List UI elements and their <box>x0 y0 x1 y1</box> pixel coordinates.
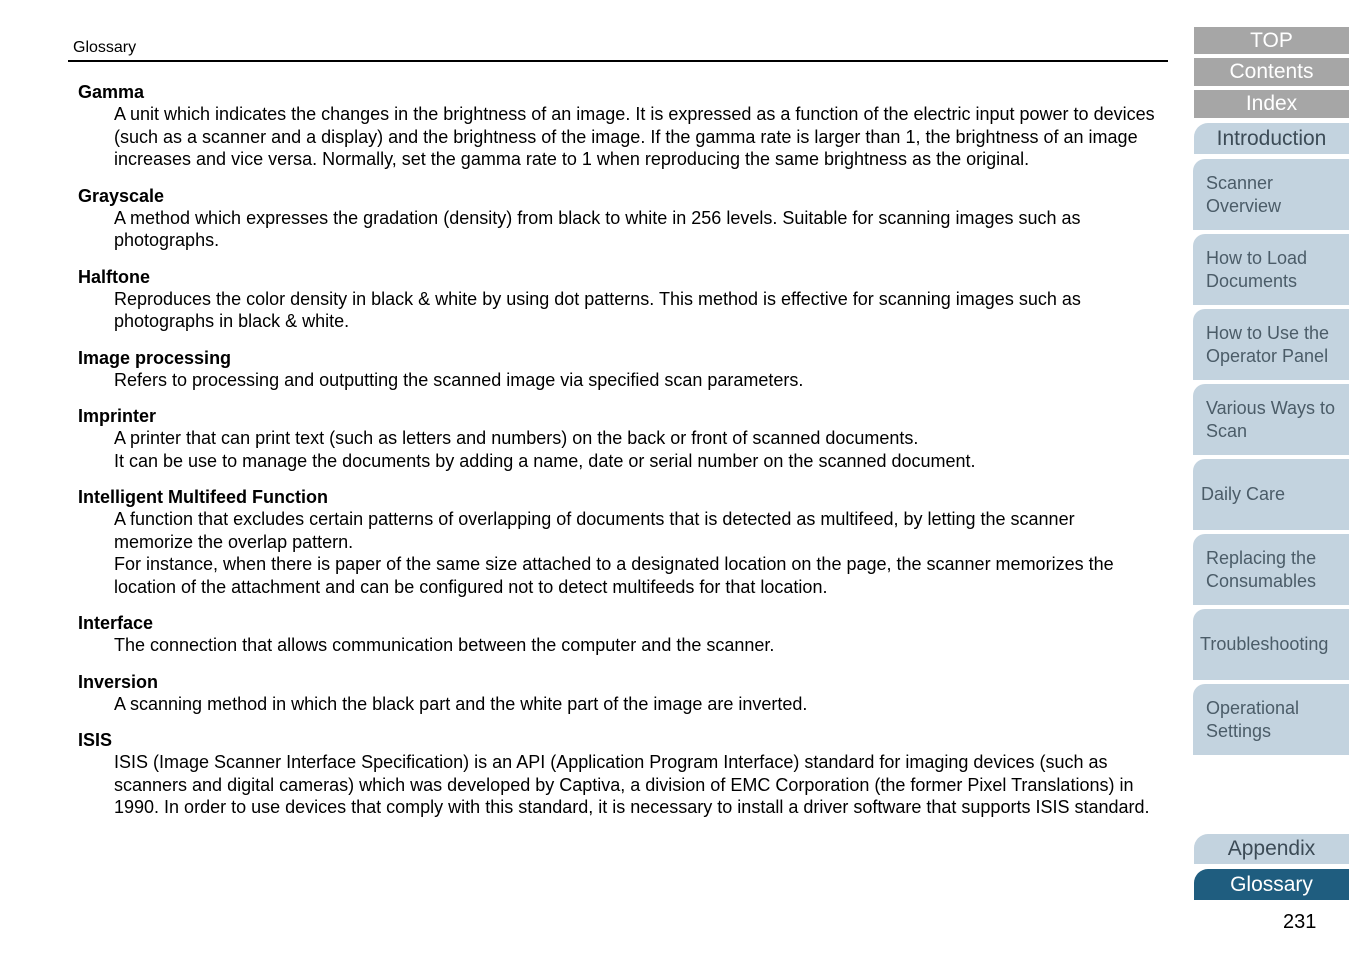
nav-tab-label: Overview <box>1206 195 1282 216</box>
definition <box>114 751 1158 819</box>
nav-tab-label: Operator Panel <box>1206 345 1329 366</box>
definition <box>114 693 1158 716</box>
definition-paragraph: A printer that can print text (such as letters and numbers) on the back or front of scanned documents. <box>114 428 919 448</box>
nav-tab-label: Replacing the <box>1206 548 1317 568</box>
term: Imprinter <box>78 406 157 426</box>
nav-glossary-button[interactable]: Glossary <box>1194 869 1349 900</box>
term: ISIS <box>78 730 113 750</box>
definition-paragraph: A function that excludes certain patterns of overlapping of documents that is detected as multifeed, by letting the scanner memorize the overlap pattern. <box>114 509 1075 552</box>
glossary-entry-gamma <box>78 82 1158 171</box>
nav-tab-label: Documents <box>1206 270 1298 291</box>
nav-tab-scanner-overview[interactable] <box>1193 159 1349 230</box>
nav-tab-label: Scan <box>1206 420 1248 441</box>
definition-paragraph: For instance, when there is paper of the same size attached to a designated location on the page, the scanner memorizes the location of the attachment and can be configured not to detect multifeeds for that location. <box>114 554 1114 597</box>
glossary-entry-imprinter <box>78 406 1158 472</box>
nav-tab-label: How to Load <box>1206 248 1308 268</box>
nav-tab-troubleshooting[interactable] <box>1193 609 1349 680</box>
term: Halftone <box>78 266 150 287</box>
definition-paragraph: A scanning method in which the black part and the white part of the image are inverted. <box>114 693 808 714</box>
nav-tab-label: Scanner <box>1206 173 1274 193</box>
glossary-entry-grayscale <box>78 186 1158 252</box>
definition-paragraph: ISIS (Image Scanner Interface Specification) is an API (Application Program Interface) standard for imaging devices (such as scanners and digital cameras) which was developed by Captiva, a division of EMC Corporation (the former Pixel Translations) in 1990. In order to use devices that comply with this standard, it is necessary to install a driver software that supports ISIS standard. <box>114 752 1150 817</box>
nav-tab-daily-care[interactable] <box>1193 459 1349 530</box>
glossary-entry-isis <box>78 730 1158 819</box>
glossary-entry-image-processing <box>78 348 1158 392</box>
definition <box>114 427 1158 472</box>
nav-tab-operator-panel[interactable] <box>1193 309 1349 380</box>
glossary-entry-halftone <box>78 267 1158 333</box>
definition <box>114 207 1158 252</box>
nav-tab-how-to-load-documents[interactable] <box>1193 234 1349 305</box>
definition-paragraph: A unit which indicates the changes in the brightness of an image. It is expressed as a function of the electric input power to devices (such as a scanner and a display) and the brightness of the image. If the gamma rate is larger than 1, the brightness of an image increases and vice versa. Normally, set the gamma rate to 1 when reproducing the same brightness as the original. <box>114 104 1155 169</box>
definition-paragraph: It can be use to manage the documents by adding a name, date or serial number on the scanned document. <box>114 450 976 471</box>
term: Intelligent Multifeed Function <box>78 487 328 507</box>
nav-tab-label: How to Use the <box>1206 323 1330 343</box>
definition-paragraph: Refers to processing and outputting the scanned image via specified scan parameters. <box>114 369 804 390</box>
nav-tab-label: Consumables <box>1206 570 1317 591</box>
nav-tab-label: Operational <box>1206 698 1300 718</box>
nav-appendix-button[interactable]: Appendix <box>1194 834 1349 864</box>
definition-paragraph: Reproduces the color density in black & white by using dot patterns. This method is effective for scanning images such as photographs in black & white. <box>114 288 1081 331</box>
page-header-title: Glossary <box>73 39 137 56</box>
nav-tab-various-ways-to-scan[interactable] <box>1193 384 1349 455</box>
side-navigation <box>1193 0 1350 954</box>
definition <box>114 508 1158 598</box>
page-number: 231 <box>1283 911 1317 933</box>
definition <box>114 103 1158 171</box>
nav-contents-button[interactable]: Contents <box>1194 58 1349 86</box>
term: Interface <box>78 613 154 633</box>
definition <box>114 369 1158 392</box>
definition <box>114 288 1158 333</box>
nav-tab-replacing-consumables[interactable] <box>1193 534 1349 605</box>
definition <box>114 634 1158 657</box>
definition-paragraph: A method which expresses the gradation (density) from black to white in 256 levels. Suitable for scanning images such as photographs. <box>114 207 1081 250</box>
nav-introduction-button[interactable]: Introduction <box>1194 123 1349 154</box>
term: Grayscale <box>78 185 165 206</box>
header-rule <box>68 60 1168 62</box>
nav-tab-label: Settings <box>1206 720 1272 741</box>
glossary-entry-inversion <box>78 672 1158 716</box>
nav-index-button[interactable]: Index <box>1194 90 1349 118</box>
term: Gamma <box>78 82 145 102</box>
nav-tab-operational-settings[interactable] <box>1193 684 1349 755</box>
glossary-entry-intelligent-multifeed <box>78 487 1158 598</box>
glossary-content <box>78 82 1158 834</box>
definition-paragraph: The connection that allows communication between the computer and the scanner. <box>114 635 775 655</box>
nav-tab-label: Troubleshooting <box>1200 634 1329 655</box>
nav-tab-label: Daily Care <box>1201 484 1286 505</box>
term: Inversion <box>78 671 159 692</box>
nav-top-button[interactable]: TOP <box>1194 27 1349 54</box>
glossary-entry-interface <box>78 613 1158 657</box>
term: Image processing <box>78 347 232 368</box>
nav-tab-label: Various Ways to <box>1206 398 1336 418</box>
